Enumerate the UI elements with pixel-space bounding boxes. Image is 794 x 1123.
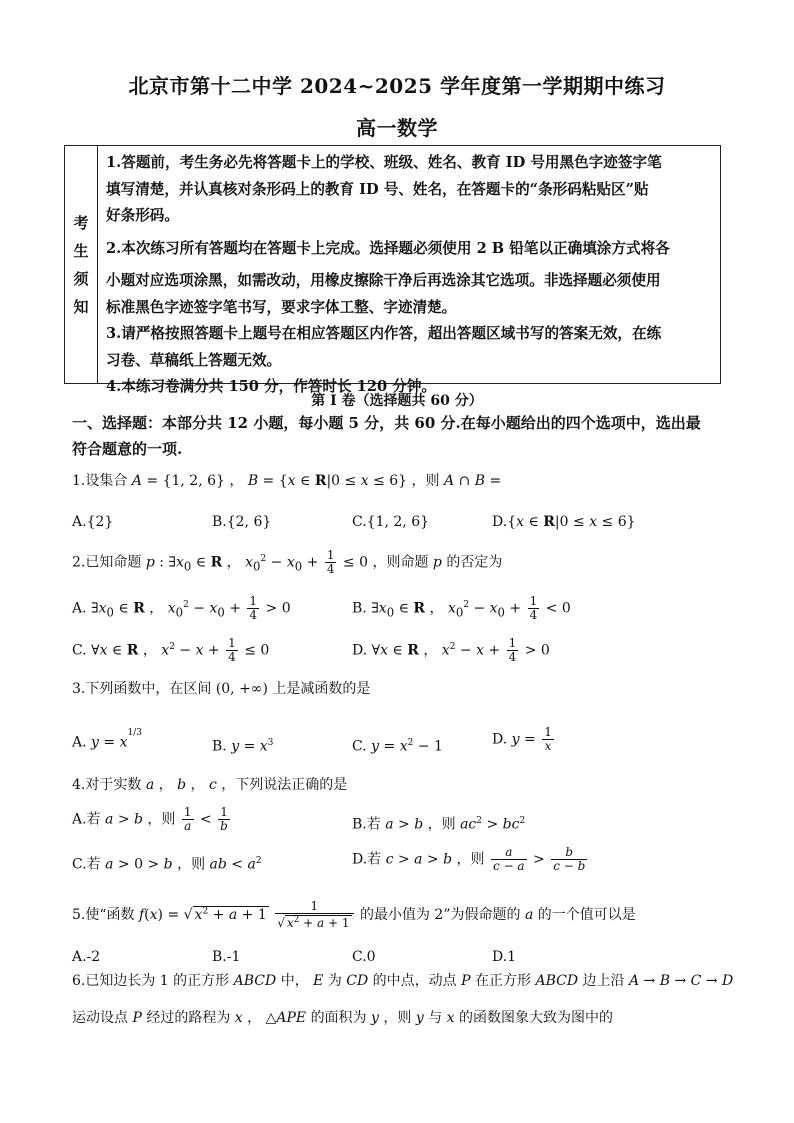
notice-body [98,146,720,395]
q5-option-d: D.1 [492,949,517,965]
q2-option-c: C. ∀x ∈ R ， $x^2 - x$ + $\frac{1}{4}$ ≤ 0 [72,636,270,665]
notice-line: 好条形码。 [106,207,179,224]
q1-option-d: D.{x ∈ R|0 ≤ x ≤ 6} [492,514,636,530]
question-6-cont: 运动设点 P 经过的路程为 x ， △APE 的面积为 y ，则 y 与 x 的函数图象大致为图中的 [72,1010,614,1026]
notice-label [65,146,98,383]
notice-label-char: 须 [73,269,89,288]
q3-option-a: A. $y = x^{1/3}$ [72,728,142,751]
q5-option-b: B.-1 [212,949,241,965]
question-5: 5.使“函数 f(x) = √ $x^2 + a + 1$ $\frac{1}{√ x^2 + a + 1}$ 的最小值为 2”为假命题的 a 的一个值可以是 [72,899,636,930]
q1-option-c: C.{1, 2, 6} [352,514,430,530]
notice-label-char: 考 [73,213,89,232]
section-title: 第 Ⅰ 卷（选择题共 60 分） [311,393,483,409]
q2-option-d: D. ∀x ∈ R ， $x^2 - x$ + $\frac{1}{4}$ > 0 [352,636,550,665]
notice-line: 习卷、草稿纸上答题无效。 [106,351,282,369]
notice-line: 填写清楚，并认真核对条形码上的教育 ID 号、姓名，在答题卡的“条形码粘贴区”贴 [106,180,649,198]
section-instructions-cont: 符合题意的一项. [72,440,183,458]
q4-option-c: C.若 a > 0 > b ，则 ab < $a^2$ [72,856,262,873]
notice-line: 小题对应选项涂黑，如需改动，用橡皮擦除干净后再选涂其它选项。非选择题必须使用 [106,272,661,289]
question-1: 1.设集合 A = {1, 2, 6} ， B = {x ∈ R|0 ≤ x ≤ 6} ，则 A ∩ B = [72,473,502,489]
question-2: 2.已知命题 p : $\exists x_0$ ∈ R ， $x_0^2 - x_0$ + $\frac{1}{4}$ ≤ 0 ，则命题 p 的否定为 [72,548,503,577]
page-subtitle: 高一数学 [356,116,438,140]
section-instructions: 一、选择题：本部分共 12 小题，每小题 5 分，共 60 分.在每小题给出的四个选项中，选出最 [72,414,701,432]
q1-option-b: B.{2, 6} [212,514,272,530]
candidate-notice-box [64,145,721,395]
question-3: 3.下列函数中，在区间 (0, +∞) 上是减函数的是 [72,681,371,697]
q1-option-a: A.{2} [72,514,114,530]
q3-option-c: C. $y = x^2 - 1$ [352,738,443,755]
q4-option-d: D.若 c > a > b ，则 $\frac{a}{c - a}$ > $\frac{b}{c - b}$ [352,845,586,873]
notice-line: 2.本次练习所有答题均在答题卡上完成。选择题必须使用 2 B 铅笔以正确填涂方式将各 [106,239,670,257]
q3-option-d: D. y = $\frac{1}{x}$ [492,725,552,753]
q3-option-b: B. $y = x^3$ [212,738,274,755]
notice-line: 4.本练习卷满分共 150 分，作答时长 120 分钟。 [106,378,436,395]
notice-label-char: 生 [73,241,89,260]
notice-line: 3.请严格按照答题卡上题号在相应答题区内作答，超出答题区域书写的答案无效，在练 [106,325,662,342]
notice-line: 标准黑色字迹签字笔书写，要求字体工整、字迹清楚。 [106,298,457,316]
notice-label-char: 知 [73,297,89,316]
page-title: 北京市第十二中学 2024~2025 学年度第一学期期中练习 [128,74,666,98]
question-6: 6.已知边长为 1 的正方形 ABCD 中， E 为 CD 的中点，动点 P 在正方形 ABCD 边上沿 A → B → C → D [72,973,734,989]
q2-option-b: B. $\exists x_0$ ∈ R ， $x_0^2 - x_0$ + $\frac{1}{4}$ < 0 [352,594,571,623]
question-4: 4.对于实数 a ， b ， c ，下列说法正确的是 [72,777,348,793]
q4-option-b: B.若 a > b ，则 $ac^2 > bc^2$ [352,816,526,833]
q4-option-a: A.若 a > b ，则 $\frac{1}{a}$ < $\frac{1}{b}$ [72,805,228,833]
notice-line: 1.答题前，考生务必先将答题卡上的学校、班级、姓名、教育 ID 号用黑色字迹签字笔 [106,154,662,171]
q5-option-a: A.-2 [72,949,101,965]
q2-option-a: A. $\exists x_0$ ∈ R ， $x_0^2 - x_0$ + $\frac{1}{4}$ > 0 [72,594,291,623]
q5-option-c: C.0 [352,949,376,965]
